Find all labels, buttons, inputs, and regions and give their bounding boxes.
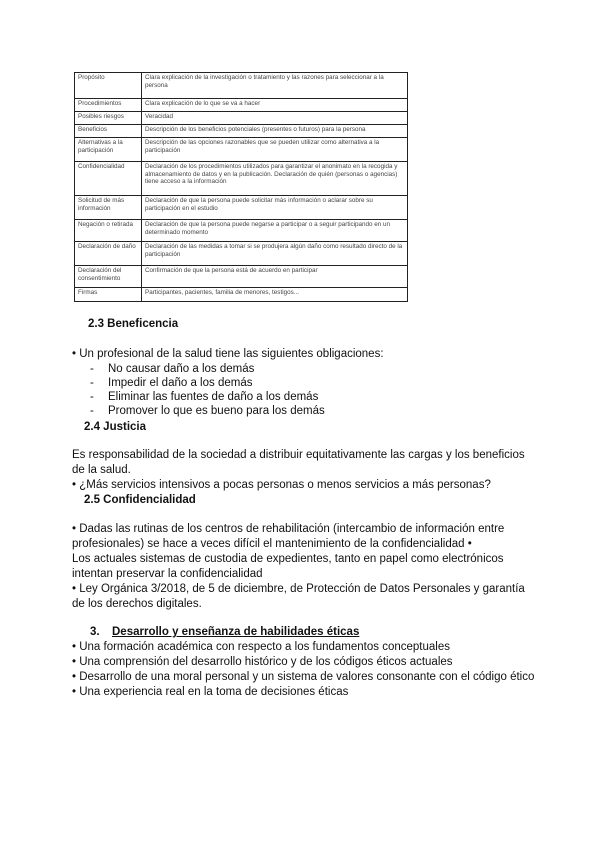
confidencialidad-paragraph-1: • Dadas las rutinas de los centros de rehabilitación (intercambio de información entre profesionales) se hace a veces difícil el mantenimiento de la confidencialidad • — [72, 523, 505, 550]
table-row — [75, 138, 408, 162]
table-cell: Propósito — [75, 73, 142, 99]
list-item: • Una formación académica con respecto a los fundamentos conceptuales — [72, 641, 450, 653]
list-item: • Una comprensión del desarrollo histórico y de los códigos éticos actuales — [72, 656, 453, 668]
table-row — [75, 266, 408, 288]
table-cell: Confirmación de que la persona está de acuerdo en participar — [142, 266, 408, 288]
table-row — [75, 99, 408, 112]
dash-marker: - — [90, 391, 94, 403]
list-item-text: No causar daño a los demás — [108, 363, 255, 375]
list-item: • Desarrollo de una moral personal y un sistema de valores consonante con el código ético — [72, 671, 535, 683]
table-row — [75, 125, 408, 138]
heading-beneficencia: 2.3 Beneficencia — [88, 318, 179, 330]
consent-table-image — [74, 72, 408, 302]
table-cell: Negación o retirada — [75, 220, 142, 242]
justicia-paragraph: Es responsabilidad de la sociedad a distribuir equitativamente las cargas y los beneficios de la salud. — [72, 449, 525, 476]
section-number: 3. — [90, 626, 100, 638]
confidencialidad-paragraph-3: • Ley Orgánica 3/2018, de 5 de diciembre, de Protección de Datos Personales y garantía de los derechos digitales. — [72, 583, 525, 610]
table-cell: Alternativas a la participación — [75, 138, 142, 162]
table-row — [75, 112, 408, 125]
table-cell: Veracidad — [142, 112, 408, 125]
table-cell: Declaración de que la persona puede solicitar más información o aclarar sobre su participación en el estudio — [142, 196, 408, 220]
table-row — [75, 220, 408, 242]
table-cell: Declaración de los procedimientos utilizados para garantizar el anonimato en la recogida y almacenamiento de datos y en la publicación. Declaración de quién (personas o agencias) tiene acceso a la información — [142, 162, 408, 196]
table-cell: Declaración de que la persona puede negarse a participar o a seguir participando en un determinado momento — [142, 220, 408, 242]
heading-justicia: 2.4 Justicia — [84, 421, 147, 433]
list-item-text: Impedir el daño a los demás — [108, 377, 253, 389]
table-row — [75, 242, 408, 266]
dash-marker: - — [90, 377, 94, 389]
table-row — [75, 73, 408, 99]
table-cell: Beneficios — [75, 125, 142, 138]
table-cell: Declaración de daño — [75, 242, 142, 266]
confidencialidad-paragraph-2: Los actuales sistemas de custodia de expedientes, tanto en papel como electrónicos intentan preservar la confidencialidad — [72, 553, 504, 580]
table-cell: Participantes, pacientes, familia de menores, testigos... — [142, 288, 408, 302]
table-cell: Declaración del consentimiento — [75, 266, 142, 288]
table-cell: Clara explicación de la investigación o tratamiento y las razones para seleccionar a la persona — [142, 73, 408, 99]
table-cell: Solicitud de más información — [75, 196, 142, 220]
table-cell: Clara explicación de lo que se va a hacer — [142, 99, 408, 112]
table-row — [75, 288, 408, 302]
table-cell: Descripción de las opciones razonables que se pueden utilizar como alternativa a la participación — [142, 138, 408, 162]
beneficencia-intro: • Un profesional de la salud tiene las siguientes obligaciones: — [72, 348, 384, 360]
table-row — [75, 162, 408, 196]
table-cell: Confidencialidad — [75, 162, 142, 196]
list-item: • Una experiencia real en la toma de decisiones éticas — [72, 686, 349, 698]
heading-confidencialidad: 2.5 Confidencialidad — [84, 494, 196, 506]
table-cell: Firmas — [75, 288, 142, 302]
table-cell: Declaración de las medidas a tomar si se produjera algún daño como resultado directo de la participación — [142, 242, 408, 266]
table-cell: Descripción de los beneficios potenciales (presentes o futuros) para la persona — [142, 125, 408, 138]
dash-marker: - — [90, 405, 94, 417]
justicia-question: • ¿Más servicios intensivos a pocas personas o menos servicios a más personas? — [72, 479, 491, 491]
table-cell: Procedimientos — [75, 99, 142, 112]
table-cell: Posibles riesgos — [75, 112, 142, 125]
dash-marker: - — [90, 363, 94, 375]
list-item-text: Eliminar las fuentes de daño a los demás — [108, 391, 319, 403]
list-item-text: Promover lo que es bueno para los demás — [108, 405, 325, 417]
heading-desarrollo: Desarrollo y enseñanza de habilidades éticas — [112, 626, 360, 638]
table-row — [75, 196, 408, 220]
